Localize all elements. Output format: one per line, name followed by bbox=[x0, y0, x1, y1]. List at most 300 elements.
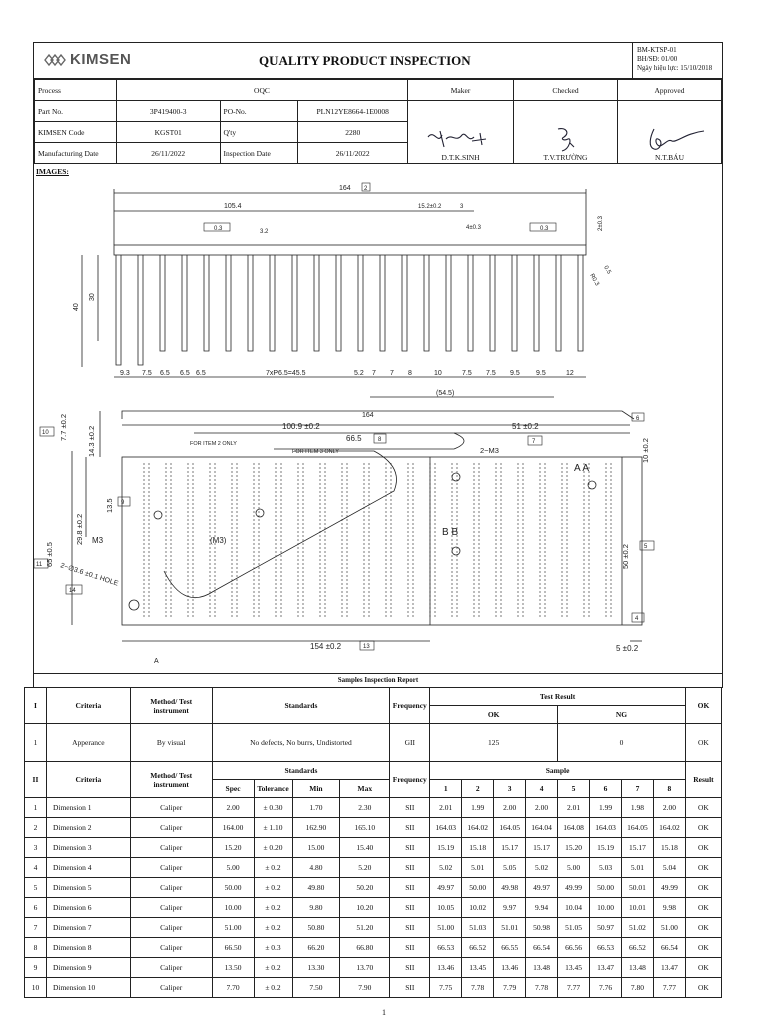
page-number: 1 bbox=[382, 1008, 386, 1017]
fin-spacing-dim: 6.5 bbox=[180, 370, 190, 377]
approved-signature-icon bbox=[624, 125, 714, 153]
dim-03-b: 0.3 bbox=[540, 226, 549, 232]
sample-value: 1.99 bbox=[590, 798, 622, 818]
sample-value: 2.00 bbox=[526, 798, 558, 818]
min-header: Min bbox=[292, 780, 340, 798]
sample-value: 50.98 bbox=[526, 918, 558, 938]
sample-value: 50.00 bbox=[590, 878, 622, 898]
sample-value: 5.01 bbox=[462, 858, 494, 878]
dimension-spec: 15.20 bbox=[212, 838, 254, 858]
maker-signature-cell bbox=[408, 101, 514, 164]
appearance-result: OK bbox=[685, 724, 721, 762]
dimension-min: 49.80 bbox=[292, 878, 340, 898]
images-label: IMAGES: bbox=[36, 167, 69, 176]
dimension-result: OK bbox=[685, 898, 721, 918]
sample-value: 7.79 bbox=[494, 978, 526, 998]
dim-164-top: 164 bbox=[339, 185, 351, 192]
sample-value: 10.04 bbox=[558, 898, 590, 918]
section-ii-num: II bbox=[25, 762, 47, 798]
fin-spacing-dim: 7.5 bbox=[486, 370, 496, 377]
sample-value: 1.99 bbox=[462, 798, 494, 818]
part-no-label: Part No. bbox=[35, 101, 117, 122]
ok-header: OK bbox=[430, 706, 558, 724]
doc-code: BM-KTSP-01 bbox=[637, 46, 677, 54]
heatsink-base-outline bbox=[114, 245, 586, 255]
sample-value: 164.02 bbox=[462, 818, 494, 838]
technical-drawing bbox=[34, 171, 722, 673]
sample-value: 66.52 bbox=[462, 938, 494, 958]
appearance-ok-count: 125 bbox=[430, 724, 558, 762]
section-i-method: Method/ Test instrument bbox=[130, 688, 212, 724]
sample-value: 2.01 bbox=[430, 798, 462, 818]
dimension-spec: 2.00 bbox=[212, 798, 254, 818]
sample-value: 15.18 bbox=[653, 838, 685, 858]
box-14: 14 bbox=[69, 588, 76, 594]
dim-154: 154 ±0.2 bbox=[310, 642, 342, 651]
sample-value: 7.78 bbox=[526, 978, 558, 998]
sample-value: 49.99 bbox=[653, 878, 685, 898]
fin bbox=[160, 255, 165, 351]
section-i-standards: Standards bbox=[212, 688, 390, 724]
fin bbox=[226, 255, 231, 351]
dimension-spec: 7.70 bbox=[212, 978, 254, 998]
dimension-min: 66.20 bbox=[292, 938, 340, 958]
sample-value: 164.05 bbox=[494, 818, 526, 838]
sample-value: 51.01 bbox=[494, 918, 526, 938]
inspection-date-label: Inspection Date bbox=[220, 143, 298, 164]
appearance-num: 1 bbox=[25, 724, 47, 762]
fin bbox=[336, 255, 341, 351]
dimension-freq: SII bbox=[390, 958, 430, 978]
fin-spacing-dim: 7xP6.5=45.5 bbox=[266, 370, 306, 377]
sample-value: 13.47 bbox=[653, 958, 685, 978]
po-no-label: PO-No. bbox=[220, 101, 298, 122]
sample-value: 7.76 bbox=[590, 978, 622, 998]
dimension-name: Dimension 8 bbox=[46, 938, 130, 958]
dim-03-a: 0.3 bbox=[214, 226, 223, 232]
sample-value: 10.05 bbox=[430, 898, 462, 918]
dimension-freq: SII bbox=[390, 818, 430, 838]
dimension-spec: 66.50 bbox=[212, 938, 254, 958]
dimension-method: Caliper bbox=[130, 918, 212, 938]
sample-4-header: 4 bbox=[526, 780, 558, 798]
box-8: 8 bbox=[378, 437, 382, 443]
sample-value: 51.05 bbox=[558, 918, 590, 938]
fin bbox=[446, 255, 451, 351]
kimsen-code-label: KIMSEN Code bbox=[35, 122, 117, 143]
fin-spacing-dim: 5.2 bbox=[354, 370, 364, 377]
fin bbox=[270, 255, 275, 351]
document-meta bbox=[637, 46, 712, 73]
sample-value: 15.19 bbox=[430, 838, 462, 858]
dim-135: 13.5 bbox=[105, 498, 114, 513]
fin-profile-view bbox=[82, 189, 586, 397]
dimension-result: OK bbox=[685, 818, 721, 838]
m3-hole-center bbox=[256, 509, 264, 517]
dimension-name: Dimension 1 bbox=[46, 798, 130, 818]
sample-value: 49.99 bbox=[558, 878, 590, 898]
item3-outline bbox=[164, 451, 397, 598]
dim-105: 105.4 bbox=[224, 203, 242, 210]
tolerance-header: Tolerance bbox=[254, 780, 292, 798]
dimension-max: 5.20 bbox=[340, 858, 390, 878]
sample-value: 10.01 bbox=[621, 898, 653, 918]
dim-5: 5 ±0.2 bbox=[616, 644, 639, 653]
m3-hole-a bbox=[452, 473, 460, 481]
part-no-value: 3P419400-3 bbox=[116, 101, 220, 122]
dimension-result: OK bbox=[685, 918, 721, 938]
kimsen-logo-icon bbox=[44, 53, 66, 67]
dimension-freq: SII bbox=[390, 938, 430, 958]
section-ii-frequency: Frequency bbox=[390, 762, 430, 798]
sample-value: 66.54 bbox=[526, 938, 558, 958]
dimension-spec: 51.00 bbox=[212, 918, 254, 938]
fin-spacing-dim: 10 bbox=[434, 370, 442, 377]
process-value: OQC bbox=[116, 80, 407, 101]
sample-value: 164.08 bbox=[558, 818, 590, 838]
box-11: 11 bbox=[36, 562, 43, 568]
fin-spacing-dim: 7.5 bbox=[462, 370, 472, 377]
section-ii-standards: Standards bbox=[212, 762, 390, 780]
dimension-rows bbox=[25, 798, 722, 998]
dim-298: 29.8 ±0.2 bbox=[75, 513, 84, 545]
fin bbox=[534, 255, 539, 351]
dimension-max: 50.20 bbox=[340, 878, 390, 898]
table-row bbox=[25, 898, 722, 918]
sample-value: 164.04 bbox=[526, 818, 558, 838]
sample-value: 49.97 bbox=[430, 878, 462, 898]
info-grid bbox=[34, 79, 722, 164]
table-row bbox=[25, 838, 722, 858]
fin bbox=[402, 255, 407, 351]
sample-8-header: 8 bbox=[653, 780, 685, 798]
result-header: Result bbox=[685, 762, 721, 798]
dim-40: 40 bbox=[73, 303, 80, 311]
dimension-name: Dimension 4 bbox=[46, 858, 130, 878]
qty-value: 2280 bbox=[298, 122, 408, 143]
dimension-method: Caliper bbox=[130, 898, 212, 918]
po-no-value: PLN12YE8664-1E0008 bbox=[298, 101, 408, 122]
dim-152: 15.2±0.2 bbox=[418, 204, 442, 210]
sample-header: Sample bbox=[430, 762, 686, 780]
dimension-freq: SII bbox=[390, 918, 430, 938]
maker-name: D.T.K.SINH bbox=[441, 153, 480, 162]
dimension-num: 5 bbox=[25, 878, 47, 898]
dim-143: 14.3 ±0.2 bbox=[87, 425, 96, 457]
dimension-max: 2.30 bbox=[340, 798, 390, 818]
appearance-standard: No defects, No burrs, Undistorted bbox=[212, 724, 390, 762]
sample-value: 66.53 bbox=[430, 938, 462, 958]
m3-left-label: M3 bbox=[92, 536, 104, 545]
dimension-method: Caliper bbox=[130, 878, 212, 898]
dimension-tol: ± 0.2 bbox=[254, 978, 292, 998]
dimension-method: Caliper bbox=[130, 858, 212, 878]
mfg-date-value: 26/11/2022 bbox=[116, 143, 220, 164]
sample-value: 2.00 bbox=[494, 798, 526, 818]
sample-value: 7.80 bbox=[621, 978, 653, 998]
header-divider bbox=[632, 43, 633, 79]
dimension-spec: 50.00 bbox=[212, 878, 254, 898]
dimension-num: 7 bbox=[25, 918, 47, 938]
fin bbox=[314, 255, 319, 351]
dimension-min: 13.30 bbox=[292, 958, 340, 978]
section-i-num: I bbox=[25, 688, 47, 724]
sample-value: 7.75 bbox=[430, 978, 462, 998]
sample-6-header: 6 bbox=[590, 780, 622, 798]
fin-spacing-dim: 12 bbox=[566, 370, 574, 377]
sample-value: 66.55 bbox=[494, 938, 526, 958]
dimension-result: OK bbox=[685, 798, 721, 818]
fin-profile-dims bbox=[73, 183, 612, 397]
kimsen-code-value: KGST01 bbox=[116, 122, 220, 143]
dimension-result: OK bbox=[685, 978, 721, 998]
dimension-max: 51.20 bbox=[340, 918, 390, 938]
dimension-num: 9 bbox=[25, 958, 47, 978]
sample-value: 164.03 bbox=[430, 818, 462, 838]
sample-value: 66.54 bbox=[653, 938, 685, 958]
fin-spacing-dim: 7.5 bbox=[142, 370, 152, 377]
sample-value: 51.00 bbox=[430, 918, 462, 938]
company-logo bbox=[44, 51, 131, 68]
ng-header: NG bbox=[558, 706, 686, 724]
dim-50: 50 ±0.2 bbox=[621, 544, 630, 569]
table-row bbox=[25, 918, 722, 938]
max-header: Max bbox=[340, 780, 390, 798]
dimension-method: Caliper bbox=[130, 838, 212, 858]
fin bbox=[292, 255, 297, 351]
sample-value: 2.01 bbox=[558, 798, 590, 818]
qty-label: Q'ty bbox=[220, 122, 298, 143]
box-6: 6 bbox=[636, 416, 640, 422]
dimension-tol: ± 0.2 bbox=[254, 958, 292, 978]
dimension-name: Dimension 7 bbox=[46, 918, 130, 938]
fin bbox=[204, 255, 209, 351]
dimension-method: Caliper bbox=[130, 978, 212, 998]
sample-value: 5.03 bbox=[590, 858, 622, 878]
sample-value: 50.97 bbox=[590, 918, 622, 938]
sheet-header bbox=[34, 43, 722, 79]
mfg-date-label: Manufacturing Date bbox=[35, 143, 117, 164]
sample-value: 15.17 bbox=[526, 838, 558, 858]
sample-value: 164.02 bbox=[653, 818, 685, 838]
sample-value: 7.78 bbox=[462, 978, 494, 998]
fin bbox=[358, 255, 363, 351]
m3-center-label: (M3) bbox=[210, 536, 227, 545]
dimension-result: OK bbox=[685, 858, 721, 878]
dimension-min: 9.80 bbox=[292, 898, 340, 918]
dim-05: 0.5 bbox=[602, 265, 612, 276]
dimension-max: 7.90 bbox=[340, 978, 390, 998]
sample-7-header: 7 bbox=[621, 780, 653, 798]
dimension-tol: ± 0.2 bbox=[254, 918, 292, 938]
dimension-name: Dimension 5 bbox=[46, 878, 130, 898]
dim-4: 4±0.3 bbox=[466, 225, 481, 231]
dimension-method: Caliper bbox=[130, 958, 212, 978]
maker-label: Maker bbox=[408, 80, 514, 101]
checked-signature-icon bbox=[520, 125, 610, 153]
fin-spacing-dim: 7 bbox=[372, 370, 376, 377]
section-ii-criteria: Criteria bbox=[46, 762, 130, 798]
appearance-ng-count: 0 bbox=[558, 724, 686, 762]
hole-b bbox=[452, 547, 460, 555]
sample-3-header: 3 bbox=[494, 780, 526, 798]
dimension-result: OK bbox=[685, 878, 721, 898]
sample-value: 164.03 bbox=[590, 818, 622, 838]
appearance-criteria: Apperance bbox=[46, 724, 130, 762]
fin bbox=[138, 255, 143, 365]
dimension-min: 162.90 bbox=[292, 818, 340, 838]
section-i-frequency: Frequency bbox=[390, 688, 430, 724]
dimension-min: 1.70 bbox=[292, 798, 340, 818]
sample-value: 13.46 bbox=[494, 958, 526, 978]
fin-spacing-dim: 9.5 bbox=[510, 370, 520, 377]
approved-label: Approved bbox=[617, 80, 721, 101]
dimension-max: 165.10 bbox=[340, 818, 390, 838]
sample-value: 5.00 bbox=[558, 858, 590, 878]
sample-value: 13.48 bbox=[621, 958, 653, 978]
table-row bbox=[25, 818, 722, 838]
fin bbox=[578, 255, 583, 351]
section-a-label: A A bbox=[574, 463, 590, 474]
table-row bbox=[25, 858, 722, 878]
dim-164-bottom: 164 bbox=[362, 412, 374, 419]
dimension-min: 15.00 bbox=[292, 838, 340, 858]
sample-value: 5.02 bbox=[430, 858, 462, 878]
sample-value: 7.77 bbox=[558, 978, 590, 998]
dimension-tol: ± 0.2 bbox=[254, 858, 292, 878]
sample-value: 9.98 bbox=[653, 898, 685, 918]
fin-spacing-dim: 9.5 bbox=[536, 370, 546, 377]
hole-36-left bbox=[129, 600, 139, 610]
dimension-freq: SII bbox=[390, 898, 430, 918]
dimension-tol: ± 1.10 bbox=[254, 818, 292, 838]
table-row bbox=[25, 958, 722, 978]
sample-value: 66.56 bbox=[558, 938, 590, 958]
dimension-tol: ± 0.20 bbox=[254, 838, 292, 858]
datum-a: A bbox=[154, 658, 159, 665]
box-13: 13 bbox=[363, 644, 370, 650]
dimension-spec: 164.00 bbox=[212, 818, 254, 838]
sample-value: 51.00 bbox=[653, 918, 685, 938]
box-2: 2 bbox=[364, 186, 368, 192]
fin bbox=[490, 255, 495, 351]
dimension-freq: SII bbox=[390, 858, 430, 878]
checked-name: T.V.TRƯỜNG bbox=[543, 153, 588, 162]
dimension-tol: ± 0.2 bbox=[254, 878, 292, 898]
dimension-num: 3 bbox=[25, 838, 47, 858]
heatsink-fins bbox=[116, 255, 583, 365]
table-row bbox=[25, 938, 722, 958]
approved-signature-cell bbox=[617, 101, 721, 164]
sample-2-header: 2 bbox=[462, 780, 494, 798]
sample-value: 5.05 bbox=[494, 858, 526, 878]
fin-spacing-dim: 8 bbox=[408, 370, 412, 377]
sample-value: 5.02 bbox=[526, 858, 558, 878]
dimension-spec: 5.00 bbox=[212, 858, 254, 878]
test-result-header: Test Result bbox=[430, 688, 686, 706]
sample-value: 5.01 bbox=[621, 858, 653, 878]
sample-value: 15.20 bbox=[558, 838, 590, 858]
dimension-num: 8 bbox=[25, 938, 47, 958]
sample-value: 49.97 bbox=[526, 878, 558, 898]
dimension-method: Caliper bbox=[130, 938, 212, 958]
sample-value: 66.52 bbox=[621, 938, 653, 958]
sample-value: 7.77 bbox=[653, 978, 685, 998]
dimension-max: 10.20 bbox=[340, 898, 390, 918]
dimension-result: OK bbox=[685, 938, 721, 958]
dimension-freq: SII bbox=[390, 978, 430, 998]
m3-hole-left bbox=[154, 511, 162, 519]
dim-77: 7.7 ±0.2 bbox=[59, 413, 68, 441]
dimension-spec: 10.00 bbox=[212, 898, 254, 918]
section-b-label: B B bbox=[442, 527, 459, 538]
inspection-sheet bbox=[33, 42, 723, 674]
dim-1009: 100.9 ±0.2 bbox=[282, 422, 320, 431]
hole-label: 2−∅3.6 ±0.1 HOLE bbox=[59, 562, 119, 588]
dim-665: 66.5 bbox=[346, 434, 362, 443]
document-title: QUALITY PRODUCT INSPECTION bbox=[259, 53, 471, 68]
box-9: 9 bbox=[121, 500, 125, 506]
checked-label: Checked bbox=[514, 80, 618, 101]
dimension-max: 13.70 bbox=[340, 958, 390, 978]
sample-value: 5.04 bbox=[653, 858, 685, 878]
sample-value: 51.03 bbox=[462, 918, 494, 938]
dimension-name: Dimension 9 bbox=[46, 958, 130, 978]
dimension-name: Dimension 2 bbox=[46, 818, 130, 838]
approved-name: N.T.BÁU bbox=[654, 153, 684, 162]
sample-value: 9.94 bbox=[526, 898, 558, 918]
dimension-name: Dimension 3 bbox=[46, 838, 130, 858]
sample-5-header: 5 bbox=[558, 780, 590, 798]
dimension-spec: 13.50 bbox=[212, 958, 254, 978]
spec-header: Spec bbox=[212, 780, 254, 798]
dimension-num: 2 bbox=[25, 818, 47, 838]
sample-value: 10.02 bbox=[462, 898, 494, 918]
item2-label: FOR ITEM 2 ONLY bbox=[190, 441, 237, 447]
box-7: 7 bbox=[532, 439, 536, 445]
dim-30: 30 bbox=[89, 293, 96, 301]
sample-value: 49.98 bbox=[494, 878, 526, 898]
inspection-date-value: 26/11/2022 bbox=[298, 143, 408, 164]
fin bbox=[116, 255, 121, 365]
base-plate-outline bbox=[122, 457, 642, 625]
sample-value: 13.47 bbox=[590, 958, 622, 978]
dimension-max: 66.80 bbox=[340, 938, 390, 958]
section-i-criteria: Criteria bbox=[46, 688, 130, 724]
logo-text: KIMSEN bbox=[70, 51, 132, 68]
dimension-min: 7.50 bbox=[292, 978, 340, 998]
box-10: 10 bbox=[42, 430, 49, 436]
samples-report-table bbox=[24, 687, 722, 998]
dim-r: R0.3 bbox=[588, 273, 600, 287]
dimension-name: Dimension 10 bbox=[46, 978, 130, 998]
dim-10: 10 ±0.2 bbox=[641, 438, 650, 463]
sample-value: 10.00 bbox=[590, 898, 622, 918]
dimension-tol: ± 0.2 bbox=[254, 898, 292, 918]
sample-value: 50.00 bbox=[462, 878, 494, 898]
sample-value: 15.17 bbox=[494, 838, 526, 858]
sample-value: 13.45 bbox=[558, 958, 590, 978]
plan-view bbox=[72, 411, 642, 641]
sample-value: 9.97 bbox=[494, 898, 526, 918]
sample-1-header: 1 bbox=[430, 780, 462, 798]
fin bbox=[424, 255, 429, 351]
sample-value: 15.17 bbox=[621, 838, 653, 858]
dim-32: 3.2 bbox=[260, 229, 269, 235]
table-row bbox=[25, 798, 722, 818]
checked-signature-cell bbox=[514, 101, 618, 164]
dimension-method: Caliper bbox=[130, 818, 212, 838]
